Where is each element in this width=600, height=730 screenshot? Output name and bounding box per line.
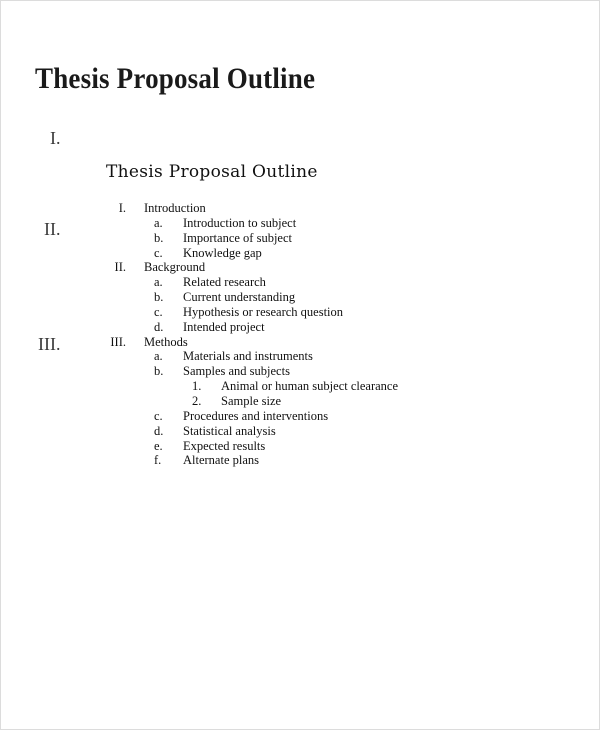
item-label: Importance of subject <box>183 230 292 245</box>
item-label: Alternate plans <box>183 453 260 468</box>
item-marker: b. <box>154 230 164 245</box>
item-marker: a. <box>154 349 163 364</box>
section-label: Methods <box>144 334 188 349</box>
outline-item <box>0 275 600 290</box>
side-numeral-2: II. <box>44 219 61 239</box>
side-numeral-1: I. <box>50 128 61 148</box>
section-label: Introduction <box>144 201 206 215</box>
outline-item <box>0 349 600 364</box>
item-marker: a. <box>154 215 163 230</box>
outline-section <box>0 201 600 216</box>
outline-item <box>0 305 600 320</box>
item-label: Statistical analysis <box>183 423 276 438</box>
item-marker: d. <box>154 423 164 438</box>
item-marker: c. <box>154 408 163 423</box>
item-label: Knowledge gap <box>183 245 262 260</box>
item-marker: a. <box>154 275 163 290</box>
section-numeral: III. <box>110 334 126 349</box>
outline-section <box>0 260 600 275</box>
page-heading: Thesis Proposal Outline <box>35 62 316 95</box>
subitem-label: Sample size <box>221 393 282 408</box>
outline-item <box>0 364 600 379</box>
outline-item <box>0 320 600 335</box>
section-label: Background <box>144 260 206 275</box>
outline-subitem <box>0 379 600 394</box>
side-numeral-3: III. <box>38 334 61 354</box>
item-marker: c. <box>154 304 163 319</box>
item-label: Current understanding <box>183 290 296 305</box>
item-label: Samples and subjects <box>183 364 290 379</box>
item-marker: f. <box>154 453 162 468</box>
item-label: Hypothesis or research question <box>183 304 344 319</box>
outline-list <box>0 201 600 468</box>
outline-item <box>0 424 600 439</box>
outline-item <box>0 231 600 246</box>
outline-subitem <box>0 394 600 409</box>
item-marker: b. <box>154 290 164 305</box>
subitem-marker: 2. <box>192 393 202 408</box>
outline-item <box>0 246 600 261</box>
section-numeral: I. <box>118 201 126 215</box>
section-numeral: II. <box>114 260 126 275</box>
item-label: Related research <box>183 275 266 290</box>
outline-item <box>0 439 600 454</box>
subitem-label: Animal or human subject clearance <box>221 379 399 394</box>
outline-item <box>0 216 600 231</box>
outline-item <box>0 290 600 305</box>
item-marker: d. <box>154 319 164 334</box>
outline-item <box>0 453 600 468</box>
item-label: Expected results <box>183 438 266 453</box>
item-label: Introduction to subject <box>183 215 297 230</box>
inner-title: Thesis Proposal Outline <box>106 162 318 182</box>
outline-section <box>0 335 600 350</box>
item-marker: b. <box>154 364 164 379</box>
item-label: Materials and instruments <box>183 349 313 364</box>
outline-item <box>0 409 600 424</box>
item-label: Procedures and interventions <box>183 408 329 423</box>
item-marker: e. <box>154 438 163 453</box>
subitem-marker: 1. <box>192 379 202 394</box>
item-label: Intended project <box>183 319 265 334</box>
item-marker: c. <box>154 245 163 260</box>
